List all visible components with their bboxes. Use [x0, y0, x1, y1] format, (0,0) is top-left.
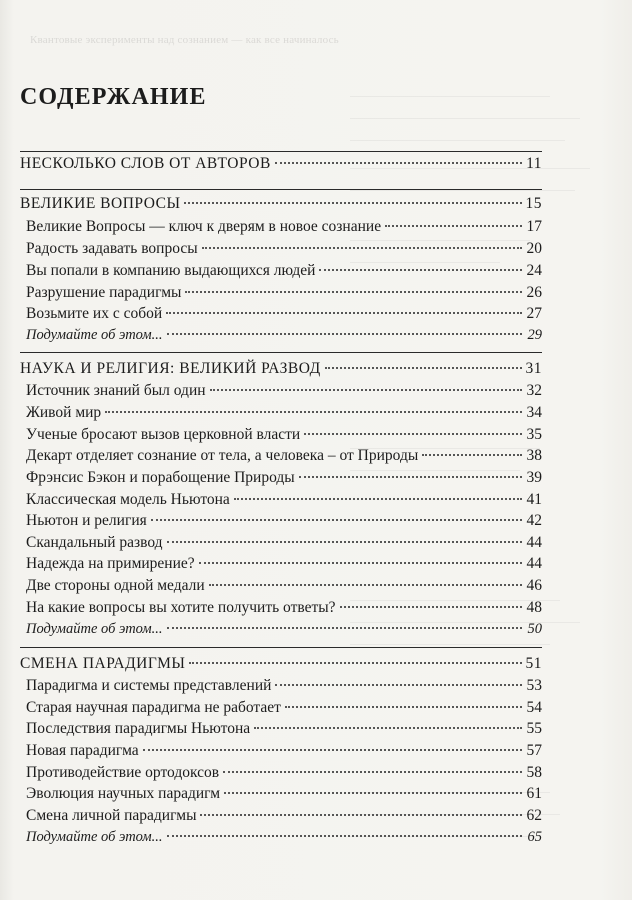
toc-section-heading — [20, 653, 542, 675]
dot-leader — [105, 410, 522, 413]
toc-entry — [26, 740, 542, 762]
toc-entry-title: На какие вопросы вы хотите получить ответы? — [26, 599, 336, 616]
toc-entry-title: Ученые бросают вызов церковной власти — [26, 426, 301, 443]
page-number: 20 — [526, 240, 542, 257]
toc-entry — [26, 697, 542, 719]
toc-entry-title: Две стороны одной медали — [26, 577, 205, 594]
dot-leader — [275, 683, 522, 686]
toc-section-heading — [20, 358, 542, 380]
page-number: 11 — [526, 155, 542, 172]
section-rule — [20, 352, 542, 353]
dot-leader — [167, 834, 522, 837]
toc-entry-title: Классическая модель Ньютона — [26, 491, 230, 508]
page-number: 44 — [526, 534, 542, 551]
toc-entry — [26, 424, 542, 446]
page-number: 32 — [526, 382, 542, 399]
dot-leader — [254, 726, 522, 729]
toc-entry-title: Подумайте об этом... — [26, 829, 163, 845]
section-rule — [20, 189, 542, 190]
dot-leader — [224, 791, 522, 794]
toc-section-title: ВЕЛИКИЕ ВОПРОСЫ — [20, 195, 181, 212]
page-number: 24 — [526, 262, 542, 279]
dot-leader — [385, 224, 522, 227]
toc-entry — [26, 575, 542, 597]
dot-leader — [210, 388, 522, 391]
dot-leader — [299, 475, 522, 478]
page-number: 26 — [526, 284, 542, 301]
toc-entry — [26, 260, 542, 282]
toc-entry-title: Ньютон и религия — [26, 512, 147, 529]
toc-entry-title: Подумайте об этом... — [26, 327, 163, 343]
page-number: 41 — [526, 491, 542, 508]
page-number: 34 — [526, 404, 542, 421]
toc-entry-title: Противодействие ортодоксов — [26, 764, 220, 781]
toc-section-heading — [20, 153, 542, 175]
dot-leader — [325, 366, 522, 369]
page-number: 62 — [526, 807, 542, 824]
toc-entry-title: Возьмите их с собой — [26, 305, 163, 322]
dot-leader — [285, 705, 522, 708]
toc-section-heading — [20, 193, 542, 215]
toc-think-entry — [26, 324, 542, 346]
toc-entry-title: Новая парадигма — [26, 742, 139, 759]
toc-entry — [26, 445, 542, 467]
toc-think-entry — [26, 618, 542, 640]
toc-entry — [26, 532, 542, 554]
page-number: 48 — [526, 599, 542, 616]
page-number: 57 — [526, 742, 542, 759]
toc-entry-title: Вы попали в компанию выдающихся людей — [26, 262, 316, 279]
dot-leader — [166, 311, 522, 314]
page-number: 44 — [526, 555, 542, 572]
section-rule — [20, 151, 542, 152]
page-number: 35 — [526, 426, 542, 443]
toc-section-title: НЕСКОЛЬКО СЛОВ ОТ АВТОРОВ — [20, 155, 271, 172]
page-number: 51 — [525, 655, 542, 672]
toc-section-title: НАУКА И РЕЛИГИЯ: ВЕЛИКИЙ РАЗВОД — [20, 360, 321, 377]
page-number: 27 — [526, 305, 542, 322]
toc-entry-title: Парадигма и системы представлений — [26, 677, 272, 694]
dot-leader — [223, 770, 522, 773]
dot-leader — [143, 748, 522, 751]
page-number: 65 — [527, 829, 542, 845]
toc-entry — [26, 282, 542, 304]
dot-leader — [167, 626, 522, 629]
toc-entry-title: Источник знаний был один — [26, 382, 206, 399]
toc-think-entry — [26, 826, 542, 848]
section-rule — [20, 647, 542, 648]
toc-entry-title: Подумайте об этом... — [26, 621, 163, 637]
page-number: 46 — [526, 577, 542, 594]
toc-entry-title: Живой мир — [26, 404, 102, 421]
toc-entry — [26, 762, 542, 784]
page-number: 50 — [527, 621, 542, 637]
dot-leader — [184, 201, 521, 204]
toc-entry — [26, 216, 542, 238]
toc-entry — [26, 718, 542, 740]
page-number: 31 — [525, 360, 542, 377]
toc-entry-title: Последствия парадигмы Ньютона — [26, 720, 251, 737]
toc-entry-title: Радость задавать вопросы — [26, 240, 198, 257]
page-number: 53 — [526, 677, 542, 694]
dot-leader — [189, 661, 521, 664]
dot-leader — [319, 268, 522, 271]
page-number: 15 — [525, 195, 542, 212]
page-number: 17 — [526, 218, 542, 235]
dot-leader — [151, 518, 522, 521]
dot-leader — [304, 432, 522, 435]
toc-entry-title: Эволюция научных парадигм — [26, 785, 221, 802]
bleed-through-header: Квантовые эксперименты над сознанием — как все начиналось — [30, 34, 339, 46]
page-number: 39 — [526, 469, 542, 486]
toc-entry-title: Старая научная парадигма не работает — [26, 699, 281, 716]
dot-leader — [422, 453, 522, 456]
dot-leader — [167, 540, 522, 543]
dot-leader — [202, 246, 522, 249]
dot-leader — [200, 813, 522, 816]
toc-entry-title: Великие Вопросы — ключ к дверям в новое сознание — [26, 218, 382, 235]
toc-entry-title: Декарт отделяет сознание от тела, а человека – от Природы — [26, 447, 419, 464]
toc-entry-title: Разрушение парадигмы — [26, 284, 182, 301]
dot-leader — [199, 561, 522, 564]
page-number: 54 — [526, 699, 542, 716]
page-title: СОДЕРЖАНИЕ — [20, 84, 207, 110]
dot-leader — [275, 161, 522, 164]
dot-leader — [209, 583, 522, 586]
page-number: 58 — [526, 764, 542, 781]
toc-entry — [26, 553, 542, 575]
toc-entry — [26, 467, 542, 489]
toc-entry-title: Смена личной парадигмы — [26, 807, 197, 824]
page-number: 29 — [527, 327, 542, 343]
toc-entry-title: Фрэнсис Бэкон и порабощение Природы — [26, 469, 295, 486]
dot-leader — [340, 605, 522, 608]
toc-entry — [26, 402, 542, 424]
toc-entry — [26, 380, 542, 402]
dot-leader — [185, 290, 522, 293]
toc-entry — [26, 597, 542, 619]
toc-entry — [26, 489, 542, 511]
page-number: 42 — [526, 512, 542, 529]
toc-entry — [26, 805, 542, 827]
toc-entry — [26, 303, 542, 325]
toc-entry-title: Скандальный развод — [26, 534, 163, 551]
toc-entry — [26, 238, 542, 260]
page-number: 38 — [526, 447, 542, 464]
toc-entry — [26, 783, 542, 805]
page-number: 55 — [526, 720, 542, 737]
dot-leader — [234, 497, 522, 500]
dot-leader — [167, 332, 522, 335]
toc-entry — [26, 675, 542, 697]
toc-entry — [26, 510, 542, 532]
toc-entry-title: Надежда на примирение? — [26, 555, 195, 572]
toc-section-title: СМЕНА ПАРАДИГМЫ — [20, 655, 186, 672]
page-number: 61 — [526, 785, 542, 802]
